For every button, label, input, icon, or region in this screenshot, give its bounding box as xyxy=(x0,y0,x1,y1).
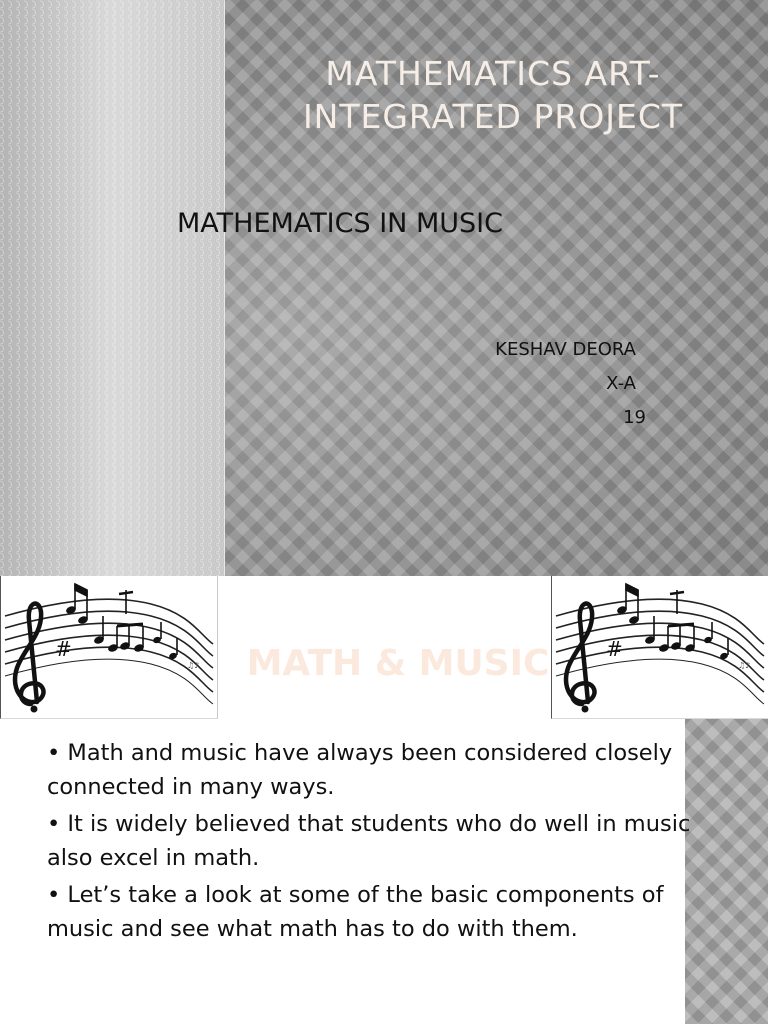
treble-clef-music-staff-icon xyxy=(551,576,768,719)
content-slide xyxy=(0,576,768,1024)
slide2-heading: MATH & MUSIC xyxy=(246,643,550,684)
author-name: KESHAV DEORA xyxy=(495,339,636,360)
svg-text:♫♪: ♫♪ xyxy=(738,661,751,670)
author-info xyxy=(400,333,646,435)
bullet-item: • Math and music have always been considered closely connected in many ways. xyxy=(47,740,673,800)
svg-text:♫♪: ♫♪ xyxy=(187,661,200,670)
slide-title-line-1: MATHEMATICS ART- xyxy=(325,54,661,93)
slide-subtitle: MATHEMATICS IN MUSIC xyxy=(177,208,503,239)
bullet-list xyxy=(47,736,707,949)
svg-text:#: # xyxy=(55,637,72,661)
author-roll-number: 19 xyxy=(623,407,646,428)
svg-text:#: # xyxy=(606,637,623,661)
slide-title-line-2: INTEGRATED PROJECT xyxy=(302,97,684,136)
slide-title xyxy=(248,52,738,138)
treble-clef-music-staff-icon xyxy=(0,576,218,719)
left-accent-panel xyxy=(0,0,225,576)
author-class: X-A xyxy=(606,373,636,394)
bullet-item: • It is widely believed that students who do well in music also excel in math. xyxy=(47,811,691,871)
bullet-item: • Let’s take a look at some of the basic components of music and see what math has to do with them. xyxy=(47,882,664,942)
